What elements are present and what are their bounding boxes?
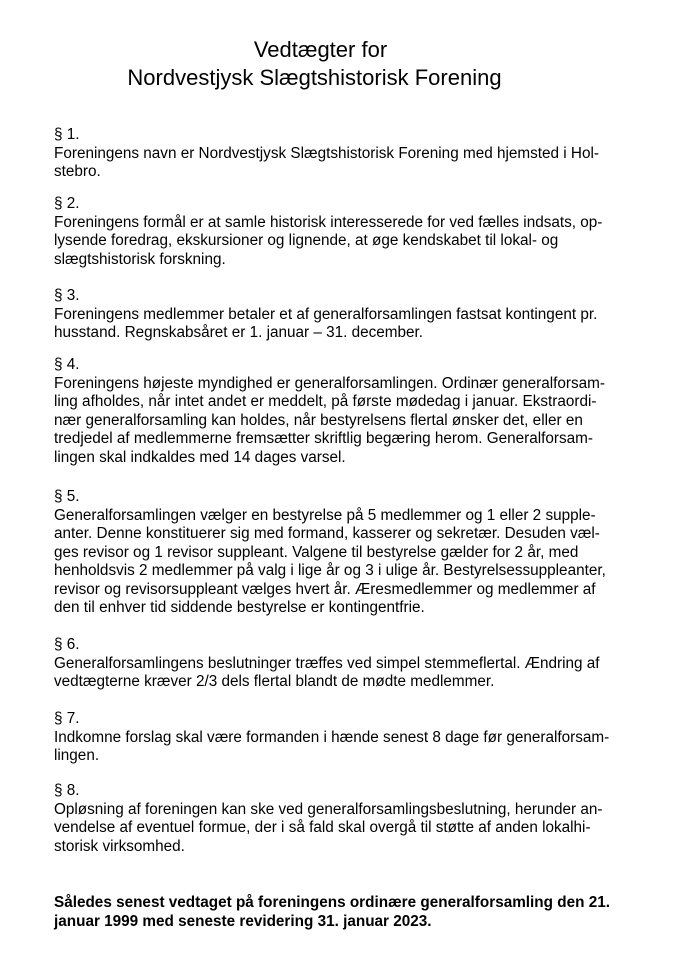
section-text-line: ges revisor og 1 revisor suppleant. Valgene til bestyrelse gælder for 2 år, med — [54, 543, 579, 561]
section-heading: § 8. — [54, 782, 80, 799]
section-5 — [54, 488, 636, 618]
section-text-line: Generalforsamlingen vælger en bestyrelse på 5 medlemmer og 1 eller 2 supple- — [54, 506, 596, 524]
adoption-note — [54, 893, 636, 931]
section-text-line: lingen skal indkaldes med 14 dages varsel. — [54, 448, 346, 466]
section-7 — [54, 710, 636, 766]
section-text-line: Foreningens medlemmer betaler et af generalforsamlingen fastsat kontingent pr. — [54, 305, 598, 323]
section-text-line: slægtshistorisk forskning. — [54, 250, 226, 268]
section-text-line: lingen. — [54, 747, 100, 764]
section-text-line: vedtægterne kræver 2/3 dels flertal blandt de mødte medlemmer. — [54, 673, 495, 690]
section-text-line: vendelse af eventuel formue, der i så fald skal overgå til støtte af anden lokalhi- — [54, 819, 591, 836]
section-text-line: anter. Denne konstituerer sig med formand, kasserer og sekretær. Desuden væl- — [54, 525, 600, 542]
section-heading: § 4. — [54, 356, 80, 373]
section-8 — [54, 782, 636, 856]
section-text-line: henholdsvis 2 medlemmer på valg i lige år og 3 i ulige år. Bestyrelsessuppleanter, — [54, 562, 606, 579]
section-3 — [54, 287, 636, 343]
section-1 — [54, 126, 636, 182]
section-text-line: stebro. — [54, 163, 101, 180]
adoption-note-line: januar 1999 med seneste revidering 31. januar 2023. — [54, 913, 432, 930]
document-subtitle: Nordvestjysk Slægtshistorisk Forening — [127, 65, 502, 90]
section-text-line: lysende foredrag, ekskursioner og lignende, at øge kendskabet til lokal- og — [54, 232, 559, 249]
section-text-line: Foreningens højeste myndighed er generalforsamlingen. Ordinær generalforsam- — [54, 374, 605, 392]
section-text-line: Generalforsamlingens beslutninger træffes ved simpel stemmeflertal. Ændring af — [54, 654, 600, 672]
section-text-line: den til enhver tid siddende bestyrelse er kontingentfrie. — [54, 599, 425, 616]
section-text-line: Indkomne forslag skal være formanden i hænde senest 8 dage før generalforsam- — [54, 728, 610, 746]
section-text-line: Foreningens navn er Nordvestjysk Slægtshistorisk Forening med hjemsted i Hol- — [54, 144, 599, 162]
section-heading: § 1. — [54, 126, 80, 143]
section-heading: § 6. — [54, 636, 80, 653]
section-text-line: revisor og revisorsuppleant vælges hvert år. Æresmedlemmer og medlemmer af — [54, 580, 596, 598]
section-heading: § 3. — [54, 287, 80, 304]
section-text-line: nær generalforsamling kan holdes, når bestyrelsens flertal ønsker det, eller en — [54, 411, 583, 429]
section-4 — [54, 356, 636, 467]
section-text-line: Opløsning af foreningen kan ske ved generalforsamlingsbeslutning, herunder an- — [54, 800, 603, 818]
section-heading: § 2. — [54, 195, 80, 212]
section-text-line: tredjedel af medlemmerne fremsætter skriftlig begæring herom. Generalforsam- — [54, 430, 593, 447]
section-text-line: ling afholdes, når intet andet er meddelt, på første mødedag i januar. Ekstraordi- — [54, 393, 597, 410]
section-text-line: Foreningens formål er at samle historisk interesserede for ved fælles indsats, op- — [54, 213, 603, 231]
section-text-line: storisk virksomhed. — [54, 837, 185, 855]
section-2 — [54, 195, 636, 269]
section-6 — [54, 636, 636, 692]
document-title: Vedtægter for — [253, 37, 388, 62]
section-text-line: husstand. Regnskabsåret er 1. januar – 31. december. — [54, 324, 424, 341]
adoption-note-line: Således senest vedtaget på foreningens ordinære generalforsamling den 21. — [54, 894, 610, 911]
section-heading: § 5. — [54, 488, 80, 505]
section-heading: § 7. — [54, 710, 80, 727]
